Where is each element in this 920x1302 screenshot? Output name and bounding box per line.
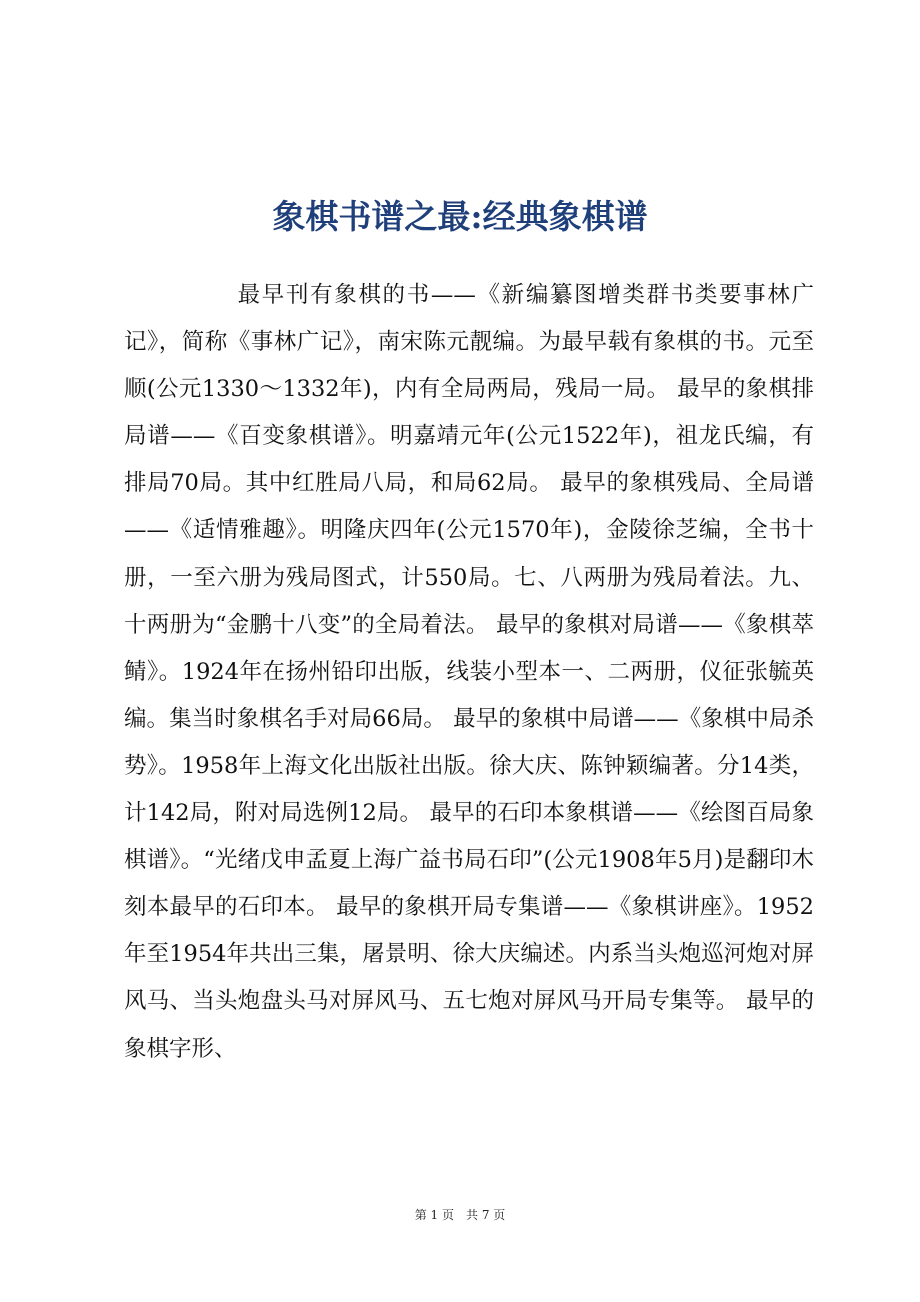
body-text: 最早刊有象棋的书——《新编纂图增类群书类要事林广记》，简称《事林广记》，南宋陈元靓编。为最早载有象棋的书。元至顺(公元1330～1332年)，内有全局两局，残局一局。 最早的象棋排局谱——《百变象棋谱》。明嘉靖元年(公元1522年)，祖龙氏编，有排局70局。其中红胜局八局，和局62局。 最早的象棋残局、全局谱——《适情雅趣》。明隆庆四年(公元1570年)，金陵徐芝编，全书十册，一至六册为残局图式，计550局。七、八两册为残局着法。九、十两册为“金鹏十八变”的全局着法。 最早的象棋对局谱——《象棋萃鲭》。1924年在扬州铅印出版，线装小型本一、二两册，仪征张毓英编。集当时象棋名手对局66局。 最早的象棋中局谱——《象棋中局杀势》。1958年上海文化出版社出版。徐大庆、陈钟颖编著。分14类，计142局，附对局选例12局。 最早的石印本象棋谱——《绘图百局象棋谱》。“光绪戊申孟夏上海广益书局石印”(公元1908年5月)是翻印木刻本最早的石印本。 最早的象棋开局专集谱——《象棋讲座》。1952年至1954年共出三集，屠景明、徐大庆编述。内系当头炮巡河炮对屏风马、当头炮盘头马对屏风马、五七炮对屏风马开局专集等。 最早的象棋字形、	[124, 282, 814, 1062]
document-title: 象棋书谱之最:经典象棋谱	[272, 197, 648, 236]
page-number-footer: 第 1 页 共 7 页	[414, 1208, 506, 1222]
body-paragraph	[124, 272, 814, 1073]
